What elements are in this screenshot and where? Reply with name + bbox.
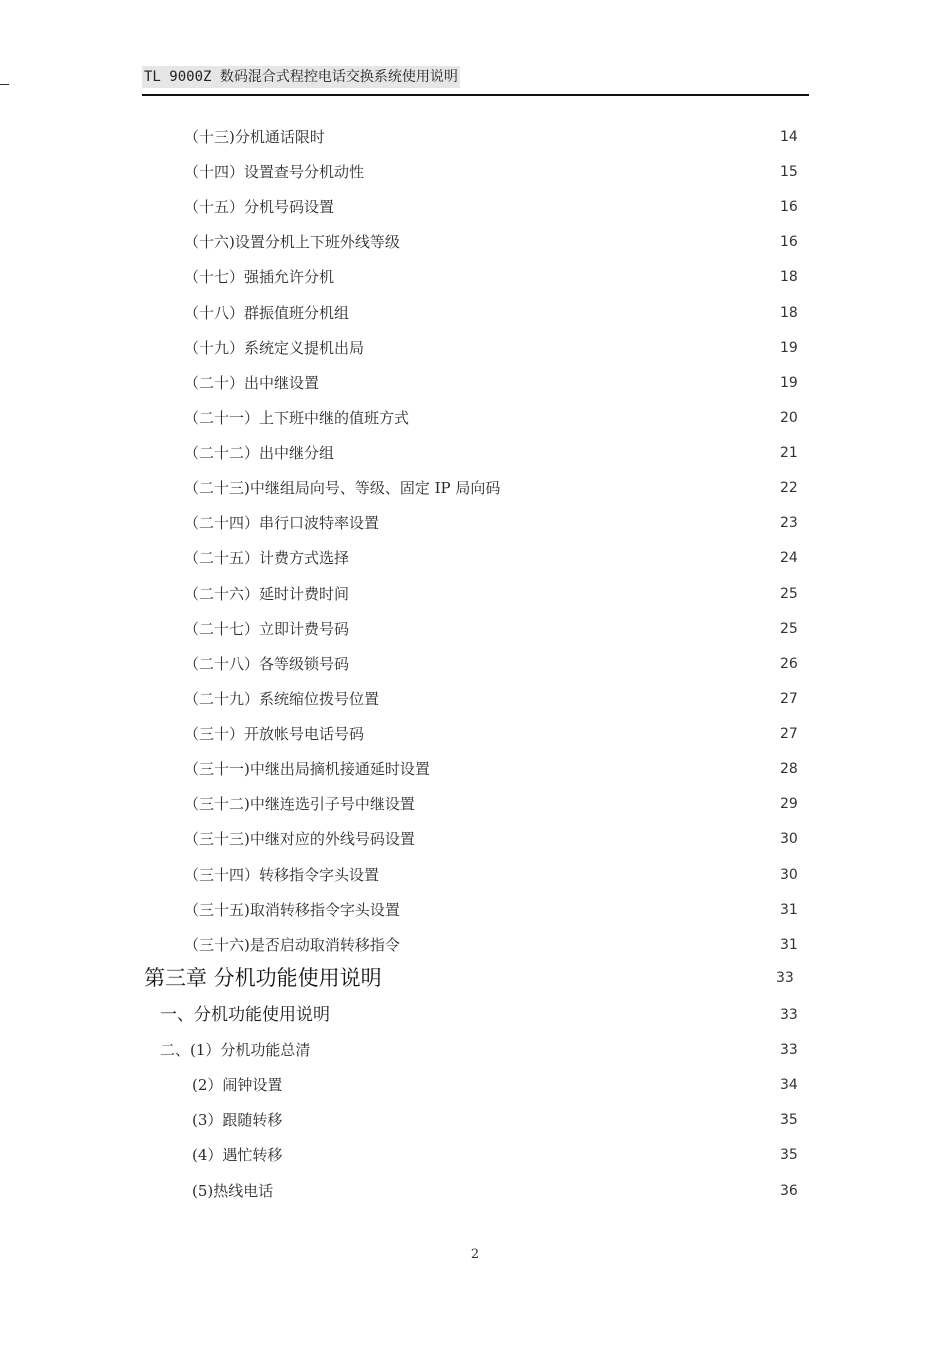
toc-entry-label: （二十三)中继组局向号、等级、固定 IP 局向码 xyxy=(184,479,501,498)
toc-entry-page: 24 xyxy=(780,550,798,567)
toc-entry-label: （十五）分机号码设置 xyxy=(184,198,335,217)
toc-entry-page: 33 xyxy=(780,1007,798,1023)
toc-entry-label: （二十二）出中继分组 xyxy=(184,444,335,463)
toc-entry-page: 35 xyxy=(780,1112,798,1129)
toc-entry[interactable] xyxy=(0,195,950,219)
toc-entry[interactable] xyxy=(0,230,950,254)
toc-entry[interactable] xyxy=(0,687,950,711)
toc-entry-label: （十四）设置查号分机动性 xyxy=(184,163,365,182)
toc-entry[interactable] xyxy=(0,863,950,887)
toc-entry[interactable] xyxy=(0,546,950,570)
toc-entry-page: 28 xyxy=(780,761,798,778)
toc-entry[interactable] xyxy=(0,1179,950,1203)
toc-entry-page: 27 xyxy=(780,726,798,743)
toc-entry-label: （十九）系统定义提机出局 xyxy=(184,338,365,357)
toc-entry[interactable] xyxy=(0,125,950,149)
toc-entry-label: （二十五）计费方式选择 xyxy=(184,549,350,568)
toc-entry[interactable] xyxy=(0,1073,950,1097)
toc-entry[interactable] xyxy=(0,476,950,500)
toc-entry-label: （三十四）转移指令字头设置 xyxy=(184,865,380,884)
toc-entry[interactable] xyxy=(0,792,950,816)
toc-entry[interactable] xyxy=(0,757,950,781)
toc-entry[interactable] xyxy=(0,301,950,325)
toc-entry-label: （二十六）延时计费时间 xyxy=(184,584,350,603)
toc-entry-page: 33 xyxy=(776,969,794,986)
toc-entry[interactable] xyxy=(0,371,950,395)
toc-entry-label: （二十）出中继设置 xyxy=(184,373,320,392)
toc-entry-page: 30 xyxy=(780,831,798,848)
toc-entry-page: 27 xyxy=(780,690,798,707)
toc-entry-label: （三十六)是否启动取消转移指令 xyxy=(184,935,400,954)
toc-entry-label: （十八）群振值班分机组 xyxy=(184,303,350,322)
toc-entry-page: 19 xyxy=(780,339,798,356)
toc-entry-label: （二十四）串行口波特率设置 xyxy=(184,514,380,533)
toc-entry[interactable] xyxy=(0,898,950,922)
toc-entry-label: （二十八）各等级锁号码 xyxy=(184,654,350,673)
toc-entry-page: 35 xyxy=(780,1147,798,1164)
toc-entry-label: （三十三)中继对应的外线号码设置 xyxy=(184,830,415,849)
toc-entry-page: 18 xyxy=(780,269,798,286)
toc-entry[interactable] xyxy=(0,722,950,746)
toc-entry[interactable] xyxy=(0,1108,950,1132)
toc-entry-label: （十七）强插允许分机 xyxy=(184,268,335,287)
toc-entry-label: （二十九）系统缩位拨号位置 xyxy=(184,689,380,708)
toc-entry-label: （二十一）上下班中继的值班方式 xyxy=(184,408,410,427)
toc-entry[interactable] xyxy=(0,336,950,360)
toc-entry-label: (3）跟随转移 xyxy=(192,1111,283,1130)
toc-entry-label: （三十二)中继连选引子号中继设置 xyxy=(184,795,415,814)
toc-entry-page: 22 xyxy=(780,480,798,497)
toc-entry-page: 25 xyxy=(780,585,798,602)
toc-entry-page: 15 xyxy=(780,164,798,181)
toc-entry-page: 18 xyxy=(780,304,798,321)
toc-entry-page: 26 xyxy=(780,655,798,672)
toc-entry[interactable] xyxy=(0,617,950,641)
toc-entry-label: （十三)分机通话限时 xyxy=(184,128,325,146)
toc-entry-page: 25 xyxy=(780,620,798,637)
toc-entry[interactable] xyxy=(0,652,950,676)
toc-entry-page: 31 xyxy=(780,936,798,953)
toc-entry-page: 33 xyxy=(780,1042,798,1059)
toc-entry[interactable] xyxy=(0,406,950,430)
toc-entry-label: （十六)设置分机上下班外线等级 xyxy=(184,233,400,252)
toc-entry-page: 19 xyxy=(780,374,798,391)
toc-entry-label: （三十五)取消转移指令字头设置 xyxy=(184,900,400,919)
toc-entry-label: （三十一)中继出局摘机接通延时设置 xyxy=(184,760,430,779)
toc-entry-label: (4）遇忙转移 xyxy=(192,1146,283,1165)
toc-entry-label: 第三章 分机功能使用说明 xyxy=(144,965,382,990)
header-title: TL 9000Z 数码混合式程控电话交换系统使用说明 xyxy=(142,66,460,88)
toc-entry[interactable] xyxy=(0,933,950,957)
page-number: 2 xyxy=(470,1247,480,1262)
toc-entry-label: 二、(1）分机功能总清 xyxy=(160,1041,311,1060)
toc-entry-page: 21 xyxy=(780,445,798,462)
toc-entry-page: 23 xyxy=(780,515,798,532)
toc-entry-page: 20 xyxy=(780,409,798,426)
toc-entry-page: 29 xyxy=(780,796,798,813)
toc-entry-page: 16 xyxy=(780,199,798,216)
toc-entry-label: （三十）开放帐号电话号码 xyxy=(184,725,365,744)
toc-entry[interactable] xyxy=(0,265,950,289)
toc-entry-page: 34 xyxy=(780,1077,798,1094)
toc-entry[interactable] xyxy=(0,827,950,851)
toc-entry-label: （二十七）立即计费号码 xyxy=(184,619,350,638)
toc-entry-label: (5)热线电话 xyxy=(192,1181,274,1200)
toc-entry[interactable] xyxy=(0,441,950,465)
toc-entry[interactable] xyxy=(0,1003,950,1027)
toc-entry-label: 一、分机功能使用说明 xyxy=(160,1005,330,1025)
toc-entry-page: 14 xyxy=(780,129,798,145)
toc-entry[interactable] xyxy=(0,582,950,606)
toc-entry[interactable] xyxy=(0,1143,950,1167)
toc-entry-label: (2）闹钟设置 xyxy=(192,1076,283,1095)
toc-entry[interactable] xyxy=(0,511,950,535)
toc-entry-page: 36 xyxy=(780,1182,798,1199)
toc-entry[interactable] xyxy=(0,1038,950,1062)
toc-entry-page: 30 xyxy=(780,866,798,883)
toc-entry-page: 16 xyxy=(780,234,798,251)
toc-entry-page: 31 xyxy=(780,901,798,918)
toc-entry[interactable] xyxy=(0,966,950,990)
toc-entry[interactable] xyxy=(0,160,950,184)
